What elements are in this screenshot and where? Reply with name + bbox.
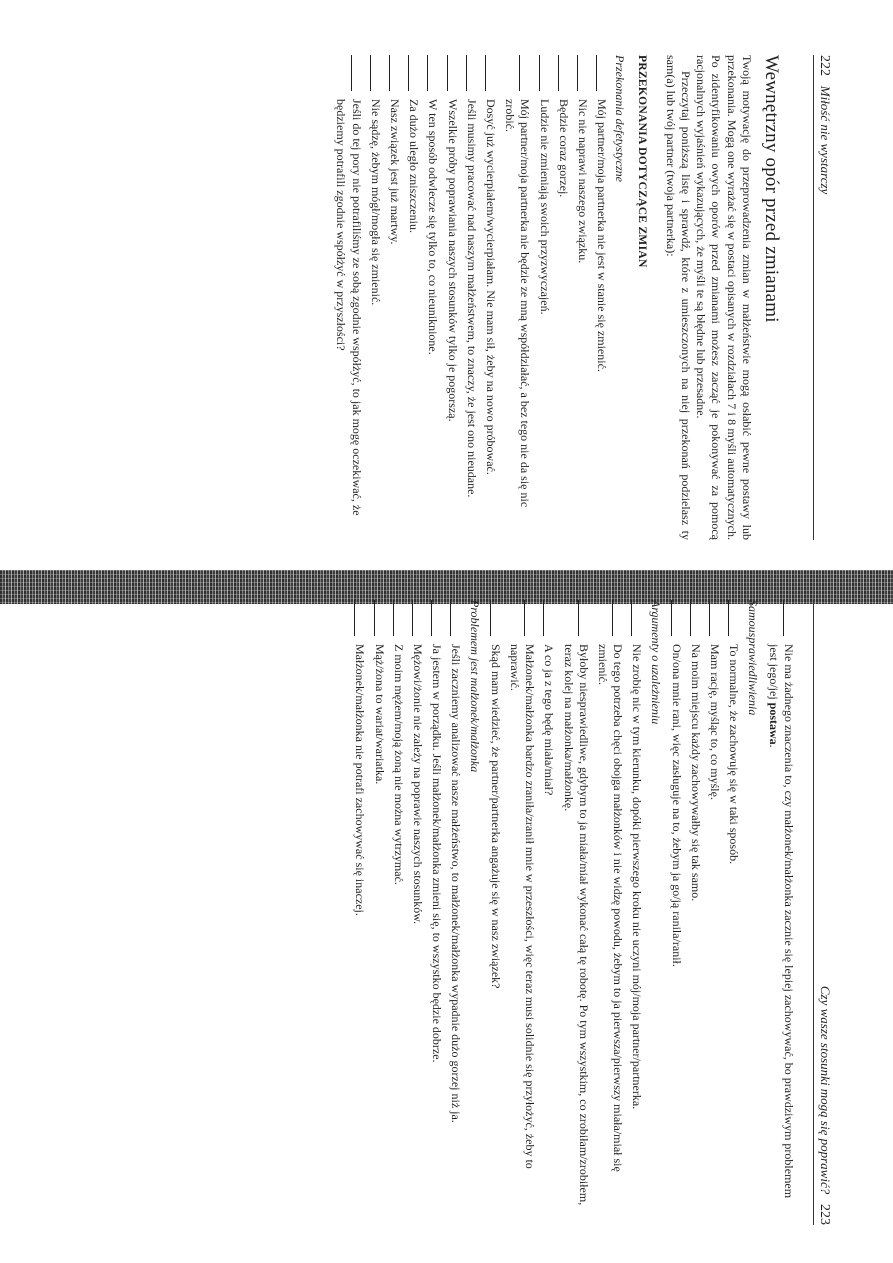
checklist-item <box>368 55 383 540</box>
answer-blank <box>558 55 571 91</box>
checklist-item <box>333 55 363 540</box>
answer-blank <box>524 600 537 636</box>
answer-blank <box>490 600 503 636</box>
answer-blank <box>354 600 367 636</box>
checklist-item <box>669 600 684 1215</box>
checklist-item-text: Małżonek/małżonka bardzo zraniła/zranił mnie w przeszłości, więc teraz musi solidnie się przyłożyć, żeby to naprawić. <box>507 644 538 1169</box>
checklist-item <box>556 55 571 540</box>
checklist-item <box>766 600 796 1215</box>
answer-blank <box>485 55 498 91</box>
checklist-item-text: Nic nie naprawi naszego związku. <box>575 99 590 264</box>
item-end-punctuation: . <box>766 744 781 748</box>
right-page <box>0 600 893 1263</box>
left-column <box>329 55 793 540</box>
answer-blank <box>466 55 479 91</box>
checklist-item-text: Do tego potrzeba chęci obojga małżonków i nie widzę powodu, żebym to ja pierwsza/pierwszy miała/miał się zmienić. <box>595 644 626 1172</box>
checklist-item-text: W ten sposób odwlecze się tylko to, co nieuniknione. <box>426 99 441 355</box>
checklist-item <box>726 600 741 1215</box>
checklist-item-text: On/ona mnie rani, więc zasługuje na to, żebym ja go/ją ranila/ranił. <box>669 644 684 967</box>
checklist-item-text: Jeśli do tej pory nie potrafiliśmy ze sobą zgodnie współżyć, to jak mogę oczekiwać, że będziemy potrafili zgodnie współżyć w przyszłości? <box>334 99 364 516</box>
dependency-arguments-heading: Argumenty o uzależnieniu <box>648 600 663 725</box>
checklist-item-text: A co ja z tego będę miała/miał? <box>542 644 557 796</box>
answer-blank <box>374 600 387 636</box>
left-running-header <box>813 55 833 540</box>
checklist-item <box>410 600 425 1215</box>
checklist-item-text: Nie sądzę, żebym mógł/mogła się zmienić. <box>368 99 383 306</box>
checklist-item <box>688 600 703 1215</box>
left-page <box>0 0 893 570</box>
answer-blank <box>612 600 625 636</box>
answer-blank <box>389 55 402 91</box>
checklist-item <box>541 600 556 1215</box>
answer-blank <box>427 55 440 91</box>
checklist-item <box>444 55 459 540</box>
right-running-head: Czy wasze stosunki mogą się poprawić? <box>818 985 833 1195</box>
checklist-item <box>560 600 590 1215</box>
chapter-section-title: Wewnętrzny opór przed zmianami <box>761 55 782 323</box>
checklist-item <box>707 600 722 1215</box>
checklist-item <box>371 600 386 1215</box>
intro-paragraph-1: Twoją motywację do przeprowadzenia zmian w małżeństwie mogą osłabić pewne postawy lub przekonania. Mogą one wyrażać się w postaci opisanych w rozdziałach 7 i 8 myśli automatycznych. Po zidentyfikowaniu owych oporów przed zmianami możesz zacząć je pokonywać za pomocą racjonalnych wyjaśnień wykazujących, że myśli te są błędne lub przesadne. <box>694 55 754 540</box>
intro-paragraph-2: Przeczytaj poniższą listę i sprawdź, które z umieszczonych na niej przekonań podzielasz ty sam(a) lub twój partner (twoja partnerka): <box>663 55 693 540</box>
checklist-item-text: Za dużo uległo zniszczeniu. <box>407 99 422 233</box>
defeatist-beliefs-list <box>333 55 609 540</box>
checklist-item-text: Mój partner/moja partnerka nie będzie ze mną współdziałać, a bez tego nie da się nic zrobić. <box>503 99 533 508</box>
answer-blank <box>577 55 590 91</box>
checklist-item <box>429 600 444 1215</box>
checklist-item-text: Jeśli musimy pracować nad naszym małżeństwem, to znaczy, że jest ono nieudane. <box>464 99 479 498</box>
checklist-item <box>448 600 463 1215</box>
emphasized-word: postawa <box>766 702 781 745</box>
checklist-item-text: Małżonek/małżonka nie potrafi zachowywać się inaczej. <box>353 644 368 916</box>
answer-blank <box>447 55 460 91</box>
checklist-item <box>629 600 644 1215</box>
checklist-item-text: Ja jestem w porządku. Jeśli małżonek/małżonka zmieni się, to wszystko będzie dobrze. <box>430 644 445 1063</box>
answer-blank <box>578 600 591 636</box>
checklist-item <box>536 55 551 540</box>
checklist-item-text: Z moim mężem/moją żoną nie można wytrzymać. <box>391 644 406 885</box>
checklist-item <box>406 55 421 540</box>
answer-blank <box>351 55 364 91</box>
checklist-item-text: Na moim miejscu każdy zachowywałby się tak samo. <box>688 644 703 902</box>
checklist-item <box>483 55 498 540</box>
checklist-item <box>387 55 402 540</box>
answer-blank <box>370 55 383 91</box>
answer-blank <box>728 600 741 636</box>
checklist-item-text: Będzie coraz gorzej. <box>556 99 571 198</box>
checklist-item-text: Mąż/żona to wariat/wariatka. <box>372 644 387 785</box>
answer-blank <box>431 600 444 636</box>
checklist-item-text: Mój partner/moja partnerka nie jest w stanie się zmienić. <box>595 99 610 372</box>
answer-blank <box>539 55 552 91</box>
answer-blank <box>393 600 406 636</box>
answer-blank <box>412 600 425 636</box>
checklist-item-text: Mężowi/żonie nie zależy na poprawie naszych stosunków. <box>410 644 425 925</box>
right-running-header <box>813 600 833 1225</box>
checklist-item-main: Nie ma żadnego znaczenia to, czy małżonek/małżonka zacznie się lepiej zachowywać, bo prawdziwym problemem jest jego/jej <box>766 644 796 1199</box>
checklist-item-text <box>766 644 796 1215</box>
checklist-item-text: Ludzie nie zmieniają swoich przyzwyczajeń. <box>537 99 552 315</box>
checklist-item-text: Wszelkie próby poprawiania naszych stosunków tylko je pogorszą. <box>445 99 460 422</box>
answer-blank <box>671 600 684 636</box>
checklist-item <box>391 600 406 1215</box>
defeatist-beliefs-heading: Przekonania defetystyczne <box>613 55 628 182</box>
self-justification-heading: Samousprawiedliwienia <box>745 600 760 716</box>
answer-blank <box>709 600 722 636</box>
answer-blank <box>690 600 703 636</box>
answer-blank <box>631 600 644 636</box>
answer-blank <box>596 55 609 91</box>
answer-blank <box>450 600 463 636</box>
answer-blank <box>543 600 556 636</box>
right-column <box>348 600 799 1215</box>
checklist-item-text: Skąd mam wiedzieć, że partner/partnerka angażuje się w nasz związek? <box>488 644 503 989</box>
checklist-item-text: Jeśli zaczniemy analizować nasze małżeństwo, to małżonek/małżonka wypadnie dużo gorzej niż ja. <box>449 644 464 1123</box>
checklist-item <box>352 600 367 1215</box>
beliefs-section-title: PRZEKONANIA DOTYCZĄCE ZMIAN <box>635 55 648 268</box>
spouse-is-problem-heading: Problemem jest małżonek/małżonka <box>467 600 482 773</box>
checklist-item <box>425 55 440 540</box>
checklist-item-text: To normalne, że zachowuję się w taki sposób. <box>727 644 742 865</box>
answer-blank <box>408 55 421 91</box>
checklist-item-text: Byłoby niesprawiedliwe, gdybym to ja miała/miał wykonać całą tę robotę. Po tym wszystkim, co zrobiłam/zrobiłem, teraz kolej na małżonka/małżonkę. <box>561 644 591 1206</box>
checklist-item-text: Mam rację, myśląc to, co myślę. <box>708 644 723 800</box>
left-running-head: Miłość nie wystarczy <box>818 85 833 195</box>
checklist-item <box>595 600 625 1215</box>
checklist-item-text: Nasz związek jest już martwy. <box>387 99 402 245</box>
book-gutter-shadow <box>0 570 893 604</box>
checklist-item <box>464 55 479 540</box>
checklist-item <box>507 600 537 1215</box>
checklist-item <box>575 55 590 540</box>
checklist-item <box>594 55 609 540</box>
answer-blank <box>783 600 796 636</box>
right-page-number: 223 <box>817 1204 832 1225</box>
checklist-item-text: Dosyć już wycierpiałem/wycierpiałam. Nie mam sił, żeby na nowo próbować. <box>483 99 498 475</box>
checklist-item <box>488 600 503 1215</box>
checklist-item <box>502 55 532 540</box>
checklist-item-text: Nie zrobię nic w tym kierunku, dopóki pierwszego kroku nie uczyni mój/moja partner/partnerka. <box>630 644 645 1110</box>
answer-blank <box>519 55 532 91</box>
left-page-number: 222 <box>817 55 832 76</box>
